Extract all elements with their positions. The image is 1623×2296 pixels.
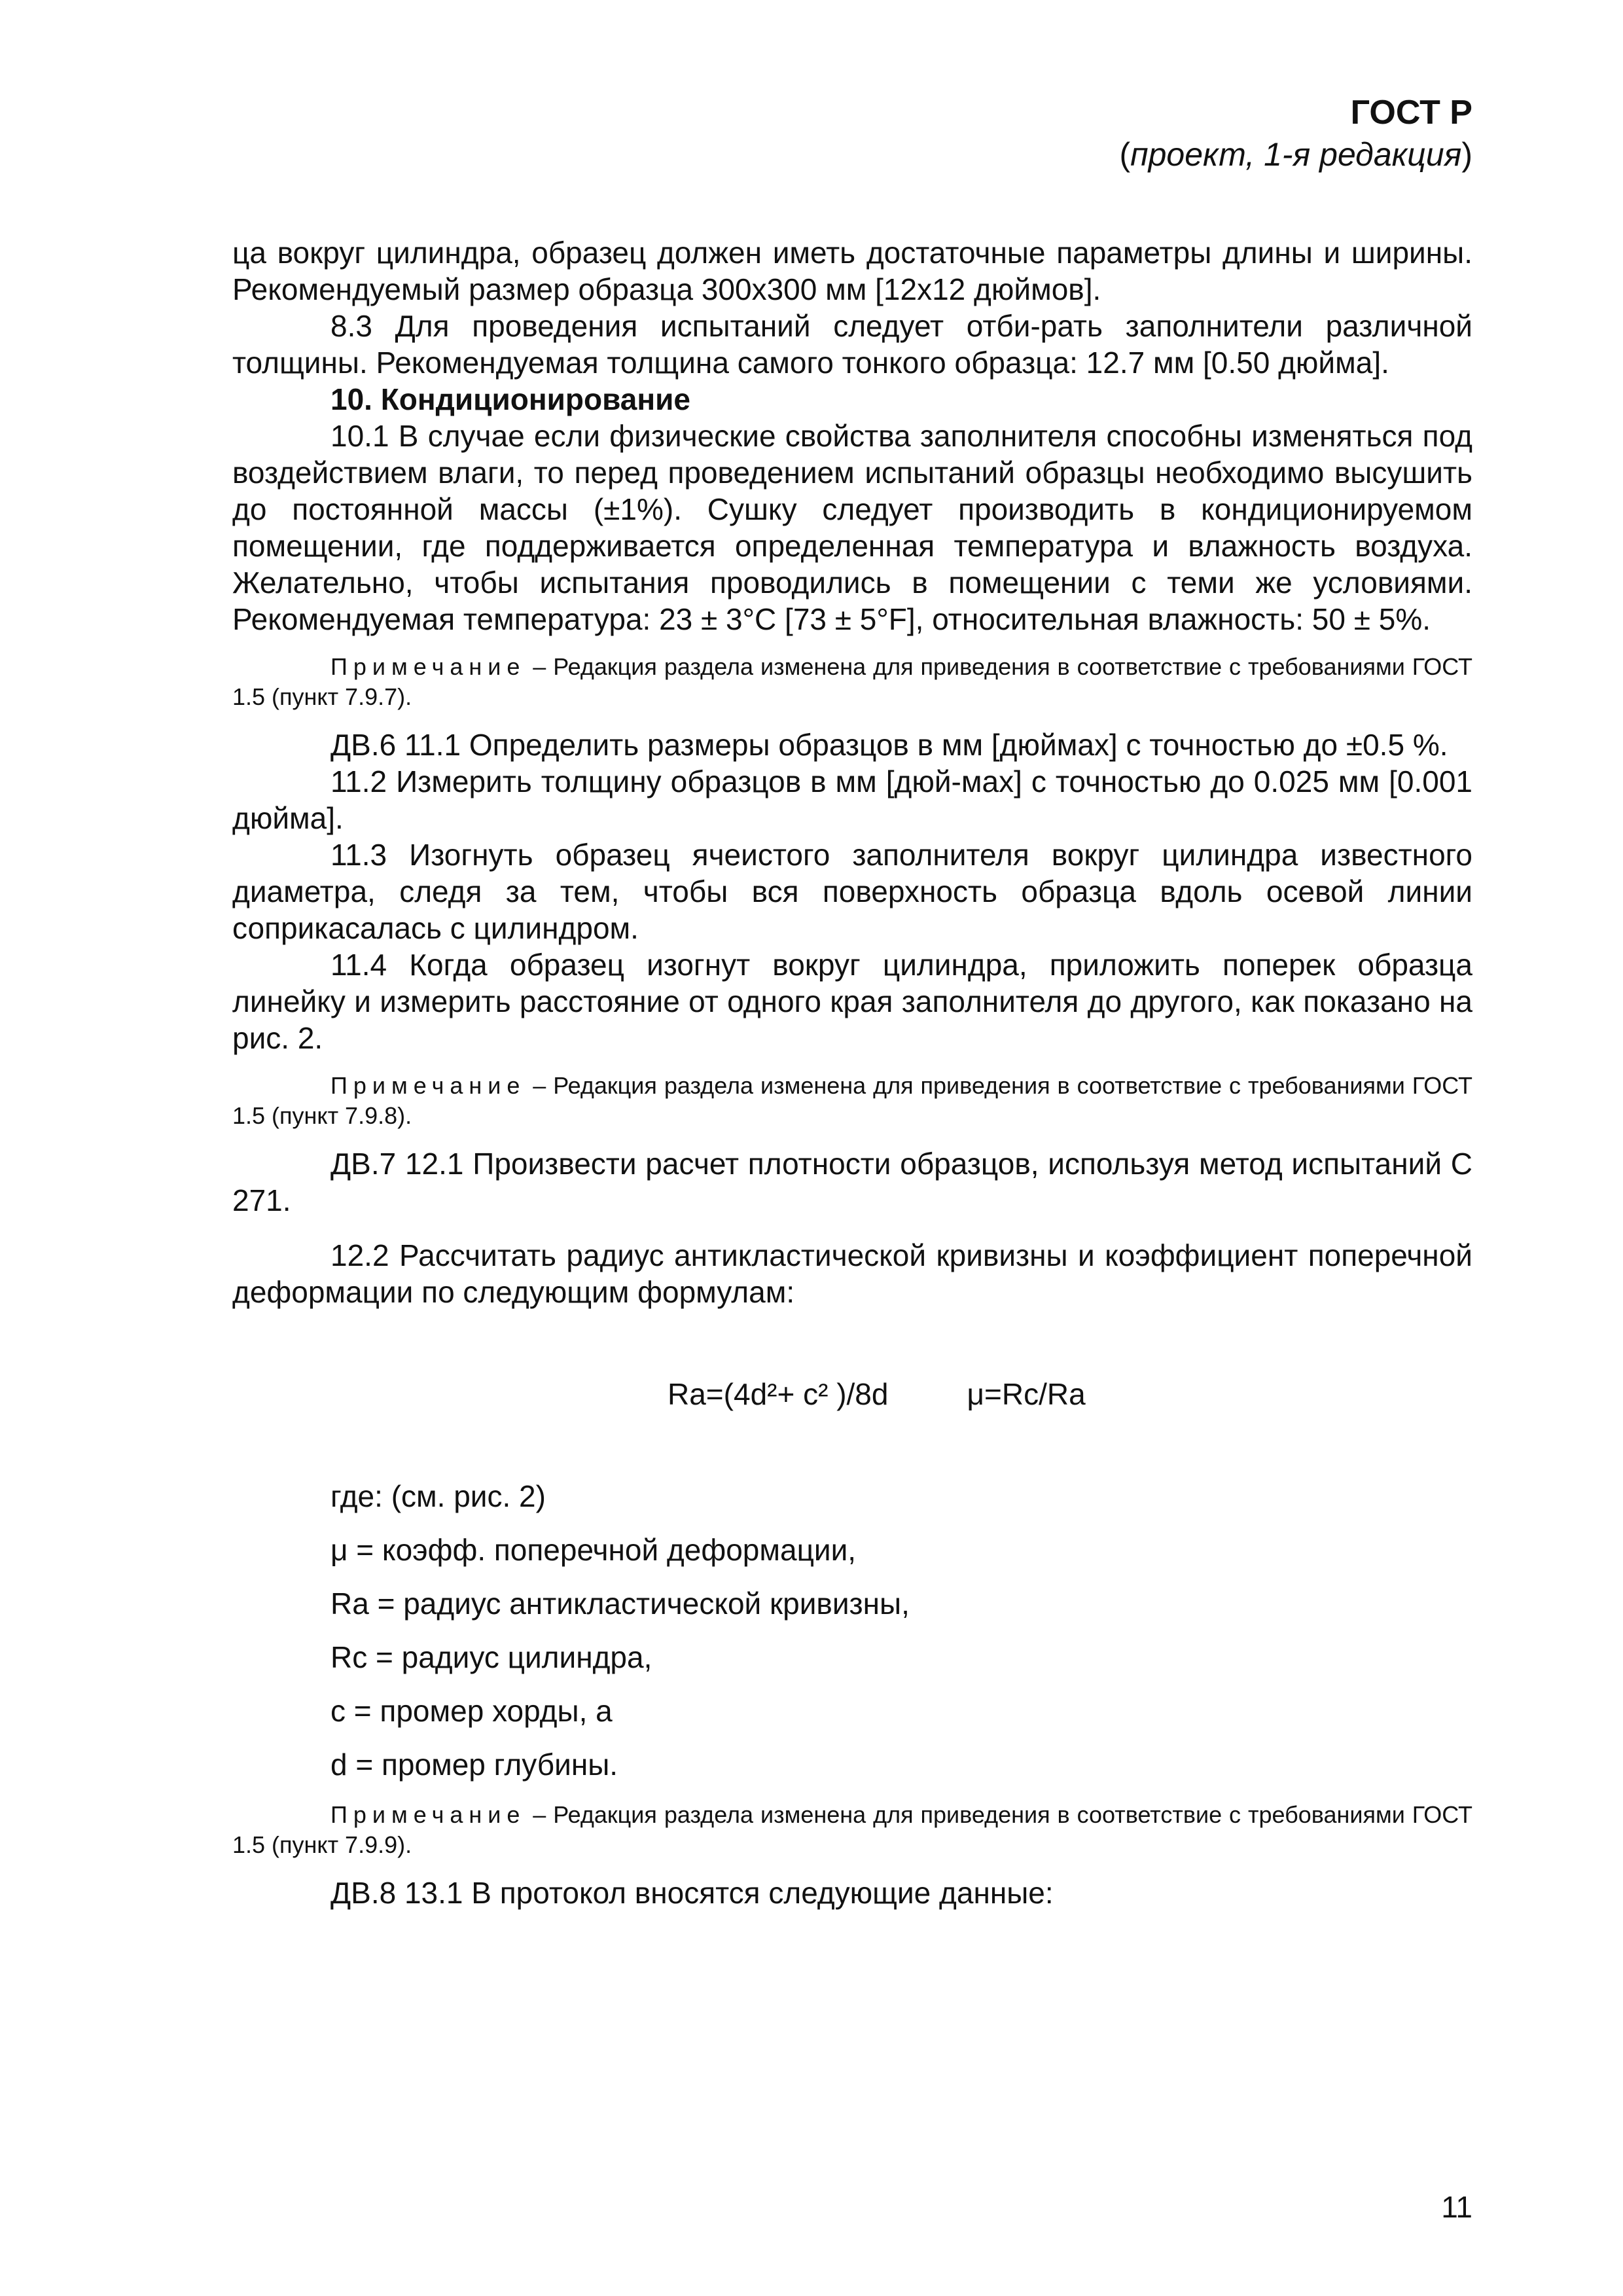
note-label: Примечание <box>330 1801 526 1828</box>
formula-line <box>232 1376 1472 1412</box>
edition-paren-open: ( <box>1119 136 1131 173</box>
document-body <box>232 234 1472 1911</box>
section-heading-10: 10. Кондиционирование <box>330 382 690 416</box>
paragraph-continuation: ца вокруг цилиндра, образец должен иметь достаточные параметры длины и ширины. Рекомендуемый размер образца 300х300 мм [12х12 дюймов]. <box>232 235 1472 306</box>
note-text: – Редакция раздела изменена для приведения в соответствие с требованиями ГОСТ 1.5 (пункт 7.9.8). <box>232 1071 1472 1129</box>
document-header <box>232 92 1472 175</box>
edition-label <box>232 134 1472 175</box>
paragraph-11-1: ДВ.6 11.1 Определить размеры образцов в мм [дюймах] с точностью до ±0.5 %. <box>330 727 1448 762</box>
edition-paren-close: ) <box>1461 136 1472 173</box>
note-label: Примечание <box>330 1071 526 1099</box>
page-number: 11 <box>1441 2190 1472 2224</box>
paragraph-10-1: 10.1 В случае если физические свойства заполнителя способны изменяться под воздействием влаги, то перед проведением испытаний образцы необходимо высушить до постоянной массы (±1%). Сушку следует производить в кондиционируемом помещении, где поддерживается определенная температура и влажность воздуха. Желательно, чтобы испытания проводились в помещении с теми же условиями. Рекомендуемая температура: 23 ± 3°С [73 ± 5°F], относительная влажность: 50 ± 5%. <box>232 418 1472 636</box>
paragraph-12-2: 12.2 Рассчитать радиус антикластической кривизны и коэффициент поперечной деформации по следующим формулам: <box>232 1238 1472 1309</box>
paragraph-13-1: ДВ.8 13.1 В протокол вносятся следующие данные: <box>330 1875 1054 1910</box>
note-text: – Редакция раздела изменена для приведения в соответствие с требованиями ГОСТ 1.5 (пункт 7.9.7). <box>232 653 1472 710</box>
definition-where: где: (см. рис. 2) <box>330 1479 546 1513</box>
note-3 <box>232 1800 1472 1860</box>
paragraph-11-4: 11.4 Когда образец изогнут вокруг цилиндра, приложить поперек образца линейку и измерить расстояние от одного края заполнителя до другого, как показано на рис. 2. <box>232 947 1472 1055</box>
formula-mu: μ=Rc/Ra <box>967 1376 1086 1411</box>
note-label: Примечание <box>330 653 526 680</box>
note-2 <box>232 1071 1472 1131</box>
definition-rc: Rc = радиус цилиндра, <box>330 1640 652 1674</box>
definition-c: c = промер хорды, a <box>330 1693 613 1728</box>
paragraph-11-2: 11.2 Измерить толщину образцов в мм [дюй-мах] с точностью до 0.025 мм [0.001 дюйма]. <box>232 764 1472 835</box>
edition-text: проект, 1-я редакция <box>1130 136 1462 173</box>
note-1 <box>232 652 1472 712</box>
note-text: – Редакция раздела изменена для приведения в соответствие с требованиями ГОСТ 1.5 (пункт 7.9.9). <box>232 1801 1472 1858</box>
paragraph-11-3: 11.3 Изогнуть образец ячеистого заполнителя вокруг цилиндра известного диаметра, следя за тем, чтобы вся поверхность образца вдоль осевой линии соприкасалась с цилиндром. <box>232 837 1472 945</box>
document-page <box>232 92 1472 2225</box>
definition-d: d = промер глубины. <box>330 1747 618 1782</box>
definition-ra: Ra = радиус антикластической кривизны, <box>330 1586 910 1621</box>
formula-ra: Ra=(4d²+ c² )/8d <box>668 1376 889 1411</box>
paragraph-12-1: ДВ.7 12.1 Произвести расчет плотности образцов, используя метод испытаний С 271. <box>232 1146 1472 1217</box>
standard-title: ГОСТ Р <box>1350 94 1472 132</box>
paragraph-8-3: 8.3 Для проведения испытаний следует отби-рать заполнители различной толщины. Рекомендуемая толщина самого тонкого образца: 12.7 мм [0.50 дюйма]. <box>232 308 1472 380</box>
definition-mu: μ = коэфф. поперечной деформации, <box>330 1532 857 1567</box>
